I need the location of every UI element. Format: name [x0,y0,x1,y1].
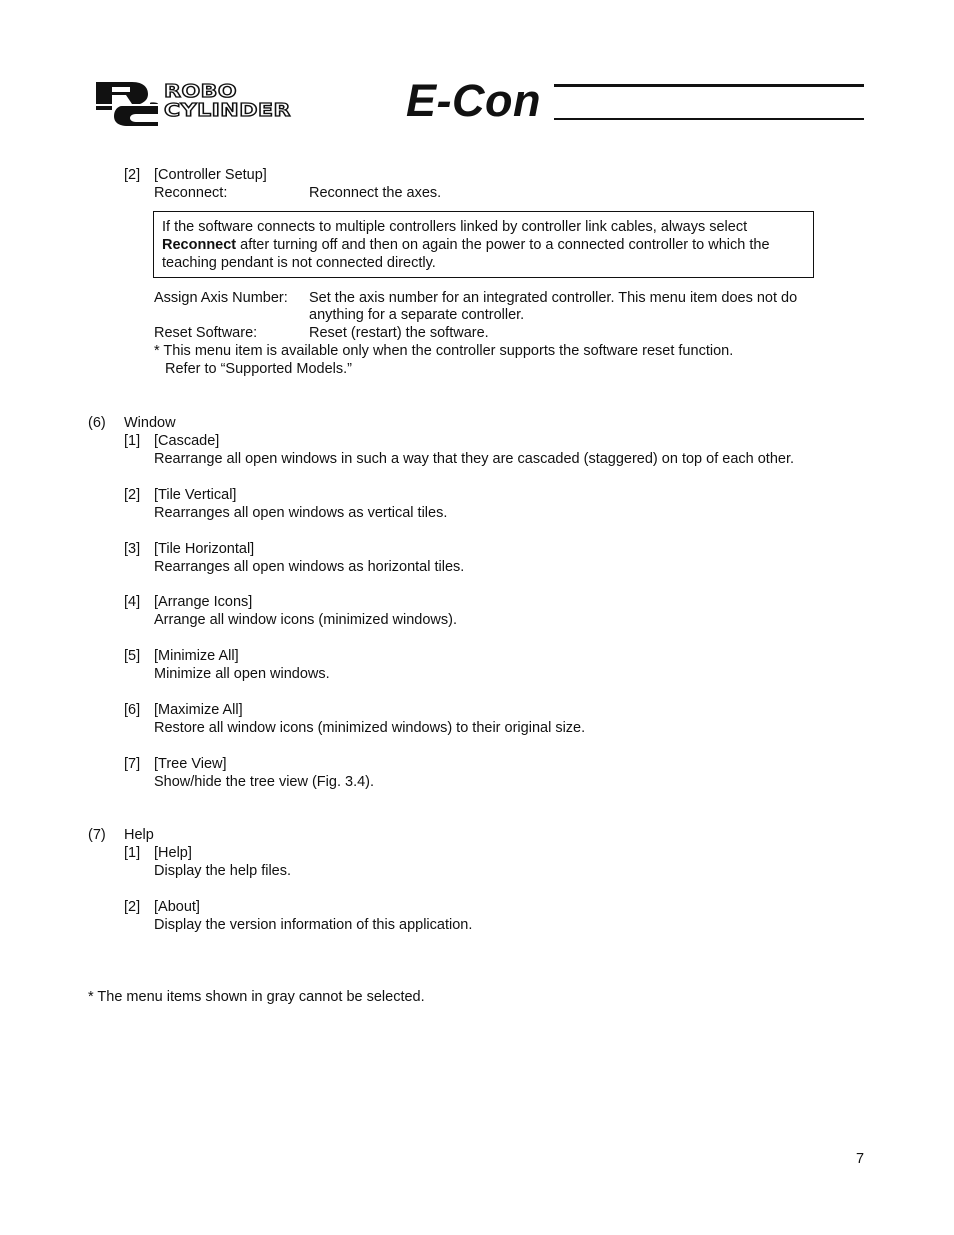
reconnect-term: Reconnect: [154,185,228,201]
item-number: [1] [124,845,141,861]
item-title: [Minimize All] [154,648,239,664]
item-description: Minimize all open windows. [154,666,330,682]
item-description: Display the help files. [154,863,292,879]
item-description: Arrange all window icons (minimized windows). [154,612,457,628]
logo-text-cylinder: CYLINDER [164,100,291,122]
item-title: [Maximize All] [154,702,243,718]
item-title: [Tree View] [154,756,227,772]
item-description: Rearrange all open windows in such a way that they are cascaded (staggered) on top of each other. [154,451,795,467]
reset-software-description: Reset (restart) the software. [309,325,489,341]
item-number: [4] [124,594,141,610]
page-number: 7 [856,1151,865,1167]
section-number: (7) [88,827,106,843]
item-number: [5] [124,648,141,664]
item-number: [7] [124,756,141,772]
item-description: Show/hide the tree view (Fig. 3.4). [154,774,375,790]
note-line [162,236,805,254]
section-number: (6) [88,415,106,431]
item-description: Rearranges all open windows as horizontal tiles. [154,559,465,575]
item-title: [About] [154,899,200,915]
item-number: [2] [124,899,141,915]
item-number: [2] [124,487,141,503]
section-title: Help [124,827,154,843]
item-number: [3] [124,541,141,557]
note-line: If the software connects to multiple controllers linked by controller link cables, always select [162,219,748,235]
footnote: * The menu items shown in gray cannot be selected. [88,989,425,1005]
note-bold-term: Reconnect [162,237,237,253]
note-line: teaching pendant is not connected directly. [162,255,436,271]
item-title: [Help] [154,845,192,861]
reset-software-term: Reset Software: [154,325,258,341]
assign-axis-description: Set the axis number for an integrated controller. This menu item does not do [309,290,798,306]
item-description: Rearranges all open windows as vertical tiles. [154,505,448,521]
robo-cylinder-rc-logo-icon [92,80,158,126]
item-number: [6] [124,702,141,718]
reset-note: * This menu item is available only when the controller supports the software reset function. [154,343,734,359]
header-rule-top [554,84,864,87]
item-title: [Cascade] [154,433,220,449]
section-title: Window [124,415,176,431]
item-description: Restore all window icons (minimized windows) to their original size. [154,720,586,736]
header-rule-bottom [554,118,864,120]
item-title: [Arrange Icons] [154,594,253,610]
item-title: [Tile Vertical] [154,487,237,503]
assign-axis-term: Assign Axis Number: [154,290,288,306]
item-number: [2] [124,167,141,183]
item-title: [Tile Horizontal] [154,541,255,557]
reconnect-description: Reconnect the axes. [309,185,442,201]
assign-axis-description-cont: anything for a separate controller. [309,307,525,323]
reset-note-reference: Refer to “Supported Models.” [165,361,352,377]
reconnect-note-box [153,211,814,278]
item-title: [Controller Setup] [154,167,267,183]
product-logo-econ: E-Con [406,75,541,126]
note-text: after turning off and then on again the power to a connected controller to which the [236,237,770,253]
logo-text-robo: ROBO [164,81,238,103]
item-description: Display the version information of this application. [154,917,473,933]
item-number: [1] [124,433,141,449]
